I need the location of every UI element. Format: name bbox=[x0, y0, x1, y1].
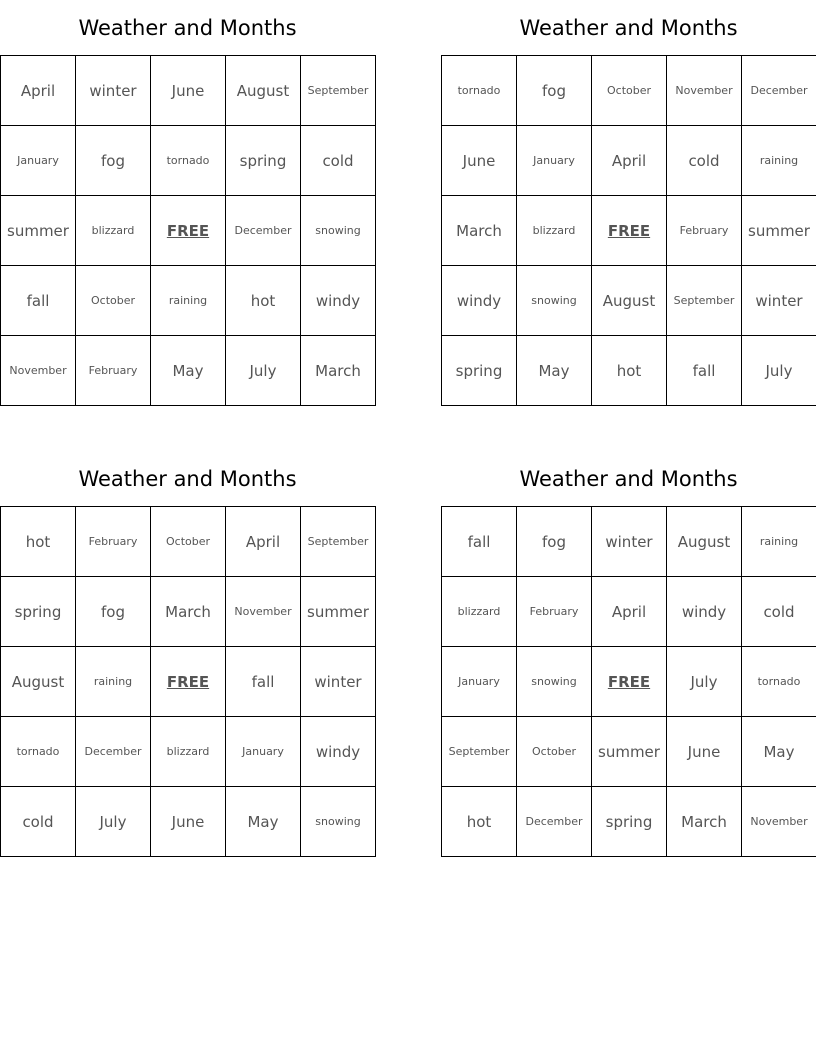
grid-cell: raining bbox=[151, 266, 226, 336]
grid-row bbox=[442, 266, 816, 336]
grid-cell: August bbox=[592, 266, 667, 336]
grid-cell: hot bbox=[1, 507, 76, 577]
grid-cell: December bbox=[517, 787, 592, 857]
bingo-grid bbox=[441, 506, 816, 857]
bingo-card-2 bbox=[441, 0, 816, 406]
grid-cell: tornado bbox=[1, 717, 76, 787]
grid-cell: June bbox=[151, 787, 226, 857]
grid-row bbox=[1, 717, 376, 787]
bingo-card-1 bbox=[0, 0, 375, 406]
grid-cell: August bbox=[667, 507, 742, 577]
grid-cell: February bbox=[667, 196, 742, 266]
grid-cell: cold bbox=[301, 126, 376, 196]
grid-cell: winter bbox=[742, 266, 816, 336]
grid-row bbox=[442, 56, 816, 126]
grid-cell: January bbox=[442, 647, 517, 717]
grid-cell: raining bbox=[76, 647, 151, 717]
grid-row bbox=[1, 336, 376, 406]
grid-cell: October bbox=[592, 56, 667, 126]
grid-cell: blizzard bbox=[517, 196, 592, 266]
grid-cell: September bbox=[301, 56, 376, 126]
grid-cell: blizzard bbox=[442, 577, 517, 647]
grid-cell: raining bbox=[742, 507, 816, 577]
grid-row bbox=[442, 717, 816, 787]
grid-row bbox=[442, 336, 816, 406]
grid-cell: summer bbox=[301, 577, 376, 647]
grid-cell: March bbox=[667, 787, 742, 857]
grid-cell: May bbox=[151, 336, 226, 406]
grid-cell: summer bbox=[592, 717, 667, 787]
grid-row bbox=[442, 196, 816, 266]
grid-cell: July bbox=[667, 647, 742, 717]
free-space-cell: FREE bbox=[592, 196, 667, 266]
grid-cell: snowing bbox=[301, 196, 376, 266]
grid-cell: summer bbox=[1, 196, 76, 266]
grid-cell: September bbox=[667, 266, 742, 336]
grid-cell: snowing bbox=[517, 647, 592, 717]
grid-cell: December bbox=[226, 196, 301, 266]
grid-row bbox=[1, 647, 376, 717]
grid-cell: October bbox=[151, 507, 226, 577]
grid-cell: April bbox=[226, 507, 301, 577]
grid-cell: March bbox=[151, 577, 226, 647]
grid-cell: spring bbox=[442, 336, 517, 406]
bingo-card-4 bbox=[441, 451, 816, 857]
grid-cell: March bbox=[301, 336, 376, 406]
grid-cell: blizzard bbox=[151, 717, 226, 787]
grid-cell: raining bbox=[742, 126, 816, 196]
grid-cell: fog bbox=[517, 56, 592, 126]
grid-cell: March bbox=[442, 196, 517, 266]
grid-cell: windy bbox=[442, 266, 517, 336]
free-space-cell: FREE bbox=[592, 647, 667, 717]
bingo-card-3 bbox=[0, 451, 375, 857]
card-title: Weather and Months bbox=[78, 467, 297, 491]
grid-cell: blizzard bbox=[76, 196, 151, 266]
grid-cell: October bbox=[517, 717, 592, 787]
grid-cell: April bbox=[592, 577, 667, 647]
grid-row bbox=[1, 577, 376, 647]
grid-cell: February bbox=[76, 336, 151, 406]
grid-cell: windy bbox=[301, 717, 376, 787]
grid-cell: fall bbox=[226, 647, 301, 717]
grid-cell: June bbox=[151, 56, 226, 126]
bingo-grid bbox=[0, 55, 376, 406]
grid-cell: February bbox=[76, 507, 151, 577]
grid-cell: tornado bbox=[151, 126, 226, 196]
grid-cell: December bbox=[76, 717, 151, 787]
grid-cell: hot bbox=[592, 336, 667, 406]
grid-cell: September bbox=[442, 717, 517, 787]
grid-cell: June bbox=[442, 126, 517, 196]
grid-cell: tornado bbox=[442, 56, 517, 126]
grid-cell: cold bbox=[742, 577, 816, 647]
bingo-grid bbox=[441, 55, 816, 406]
card-title: Weather and Months bbox=[519, 16, 738, 40]
card-title: Weather and Months bbox=[519, 467, 738, 491]
grid-cell: May bbox=[517, 336, 592, 406]
grid-cell: November bbox=[667, 56, 742, 126]
grid-cell: windy bbox=[667, 577, 742, 647]
grid-cell: October bbox=[76, 266, 151, 336]
grid-cell: April bbox=[592, 126, 667, 196]
grid-cell: fog bbox=[76, 126, 151, 196]
grid-row bbox=[1, 787, 376, 857]
grid-cell: January bbox=[226, 717, 301, 787]
grid-cell: cold bbox=[667, 126, 742, 196]
grid-row bbox=[442, 787, 816, 857]
grid-cell: snowing bbox=[301, 787, 376, 857]
free-space-cell: FREE bbox=[151, 647, 226, 717]
grid-row bbox=[1, 126, 376, 196]
grid-cell: August bbox=[1, 647, 76, 717]
grid-cell: tornado bbox=[742, 647, 816, 717]
grid-cell: August bbox=[226, 56, 301, 126]
grid-cell: January bbox=[517, 126, 592, 196]
grid-cell: fall bbox=[1, 266, 76, 336]
grid-cell: May bbox=[226, 787, 301, 857]
grid-cell: winter bbox=[301, 647, 376, 717]
grid-cell: July bbox=[76, 787, 151, 857]
grid-cell: hot bbox=[442, 787, 517, 857]
grid-cell: cold bbox=[1, 787, 76, 857]
grid-row bbox=[1, 266, 376, 336]
grid-cell: winter bbox=[76, 56, 151, 126]
grid-cell: April bbox=[1, 56, 76, 126]
grid-cell: fall bbox=[442, 507, 517, 577]
grid-row bbox=[442, 577, 816, 647]
grid-cell: November bbox=[742, 787, 816, 857]
grid-cell: January bbox=[1, 126, 76, 196]
grid-cell: June bbox=[667, 717, 742, 787]
bingo-grid bbox=[0, 506, 376, 857]
grid-row bbox=[1, 196, 376, 266]
grid-cell: windy bbox=[301, 266, 376, 336]
grid-cell: November bbox=[1, 336, 76, 406]
grid-row bbox=[1, 56, 376, 126]
grid-cell: winter bbox=[592, 507, 667, 577]
grid-cell: snowing bbox=[517, 266, 592, 336]
grid-row bbox=[442, 647, 816, 717]
grid-cell: July bbox=[226, 336, 301, 406]
grid-cell: December bbox=[742, 56, 816, 126]
grid-cell: May bbox=[742, 717, 816, 787]
grid-cell: spring bbox=[1, 577, 76, 647]
grid-cell: November bbox=[226, 577, 301, 647]
grid-cell: summer bbox=[742, 196, 816, 266]
grid-row bbox=[442, 507, 816, 577]
card-title: Weather and Months bbox=[78, 16, 297, 40]
grid-cell: hot bbox=[226, 266, 301, 336]
grid-cell: fog bbox=[517, 507, 592, 577]
grid-cell: spring bbox=[592, 787, 667, 857]
grid-cell: July bbox=[742, 336, 816, 406]
grid-cell: fog bbox=[76, 577, 151, 647]
grid-row bbox=[442, 126, 816, 196]
grid-cell: spring bbox=[226, 126, 301, 196]
grid-row bbox=[1, 507, 376, 577]
grid-cell: September bbox=[301, 507, 376, 577]
grid-cell: February bbox=[517, 577, 592, 647]
free-space-cell: FREE bbox=[151, 196, 226, 266]
grid-cell: fall bbox=[667, 336, 742, 406]
